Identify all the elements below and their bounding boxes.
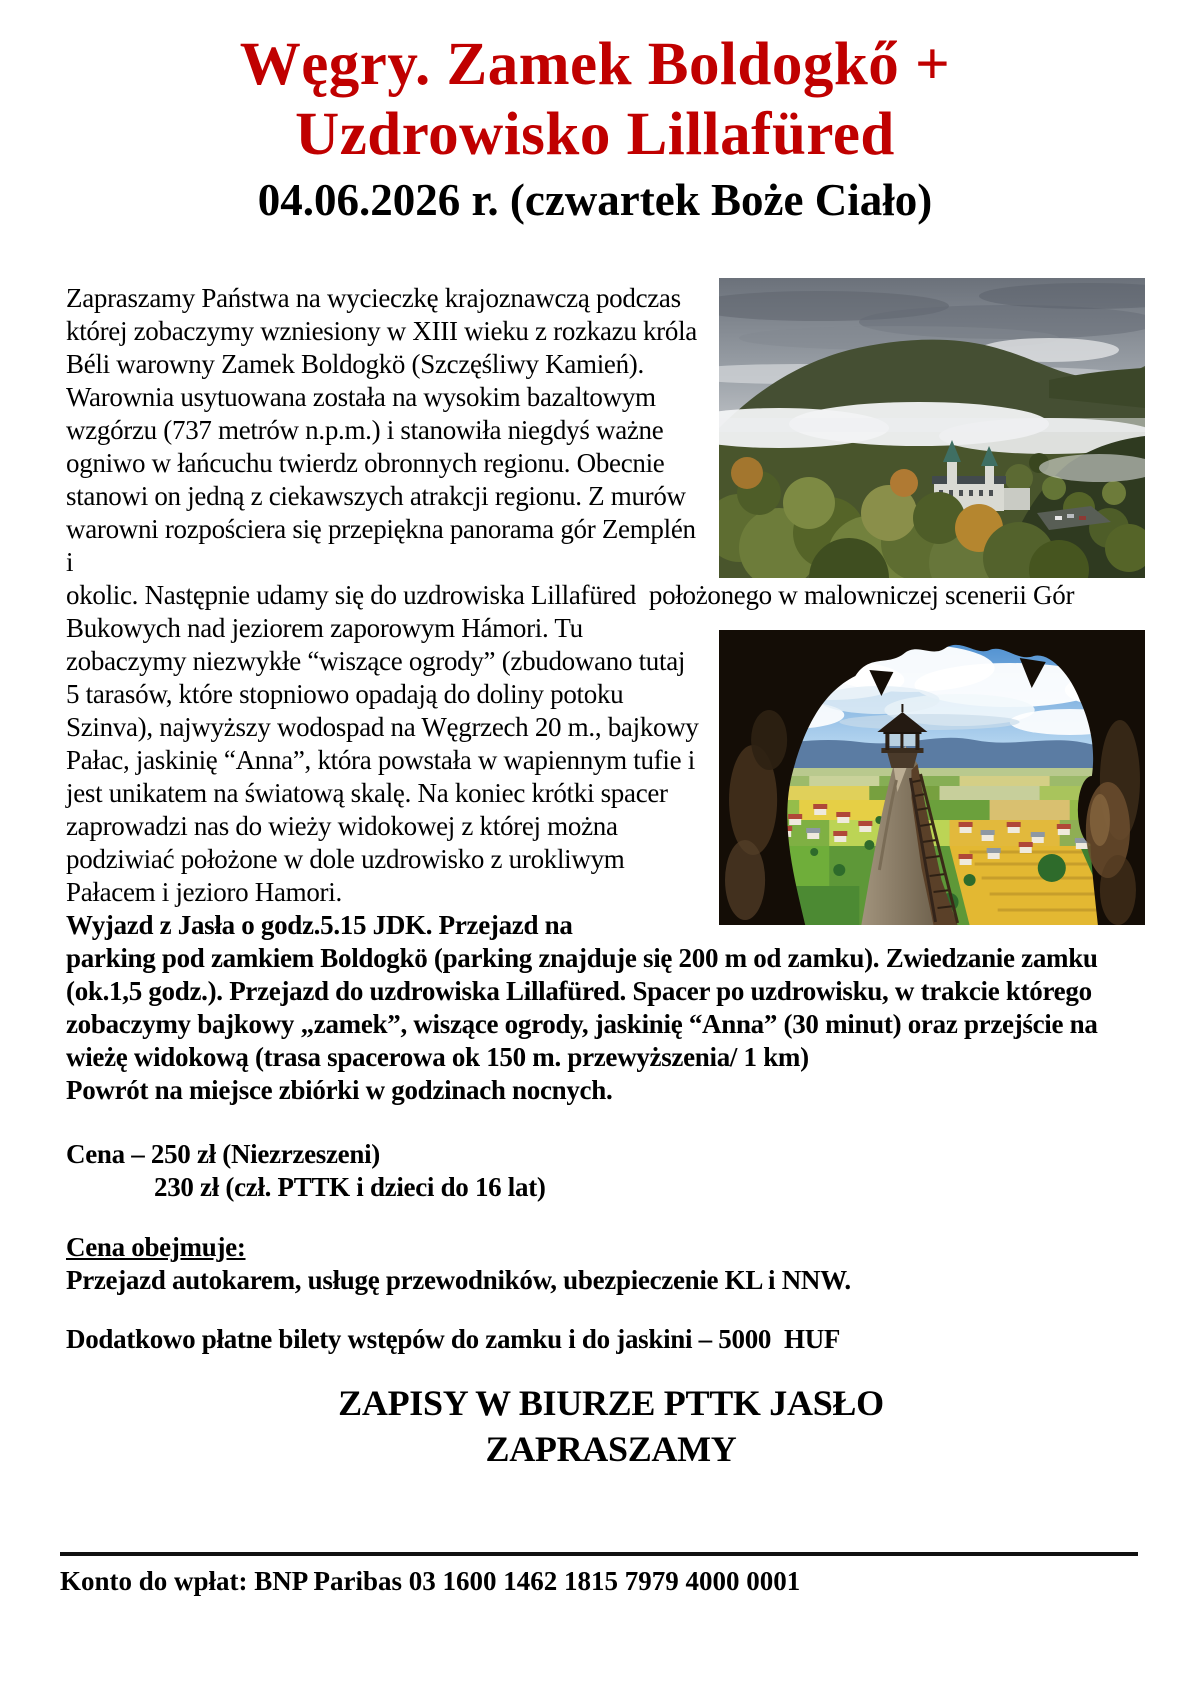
return-info-line: Powrót na miejsce zbiórki w godzinach nocnych. bbox=[66, 1075, 613, 1105]
bank-account-line: Konto do wpłat: BNP Paribas 03 1600 1462 1815 7979 4000 0001 bbox=[60, 1566, 801, 1596]
extra-fee-line: Dodatkowo płatne bilety wstępów do zamku i do jaskini – 5000 HUF bbox=[66, 1324, 841, 1354]
title-line-1: Węgry. Zamek Boldogkő + bbox=[239, 31, 951, 98]
footer-divider bbox=[60, 1552, 1138, 1556]
intro-fullwidth-line: okolic. Następnie udamy się do uzdrowiska Lillafüred położonego w malowniczej scenerii Gór bbox=[66, 580, 1075, 610]
intro-paragraph: Zapraszamy Państwa na wycieczkę krajoznawczą podczas której zobaczymy wzniesiony w XIII wieku z rozkazu króla Béli warowny Zamek Boldogkö (Szczęśliwy Kamień). Warownia usytuowana została na wysokim bazaltowym wzgórzu (737 metrów n.p.m.) i stanowiła niegdyś ważne ogniwo w łańcuchu twierdz obronnych regionu. Obecnie stanowi on jedną z ciekawszych atrakcji regionu. Z murów warowni rozpościera się przepiękna panorama gór Zemplén i bbox=[66, 283, 704, 577]
itinerary-paragraph: parking pod zamkiem Boldogkö (parking znajduje się 200 m od zamku). Zwiedzanie zamku (ok.1,5 godz.). Przejazd do uzdrowiska Lillafüred. Spacer po uzdrowisku, w trakcie którego zobaczymy bajkowy „zamek”, wiszące ogrody, jaskinię “Anna” (30 minut) oraz przejście na wieżę widokową (trasa spacerowa ok 150 m. przewyższenia/ 1 km) bbox=[66, 943, 1105, 1072]
price-standard-line: Cena – 250 zł (Niezrzeszeni) bbox=[66, 1139, 380, 1169]
title-line-2: Uzdrowisko Lillafüred bbox=[295, 101, 895, 168]
price-member-line: 230 zł (czł. PTTK i dzieci do 16 lat) bbox=[154, 1172, 546, 1202]
flyer-title bbox=[0, 0, 1190, 228]
signup-office-line: ZAPISY W BIURZE PTTK JASŁO bbox=[338, 1383, 884, 1423]
itinerary-lead-line: Wyjazd z Jasła o godz.5.15 JDK. Przejazd na bbox=[66, 910, 573, 940]
description-paragraph: Bukowych nad jeziorem zaporowym Hámori. Tu zobaczymy niezwykłe “wiszące ogrody” (zbudowano tutaj 5 tarasów, które stopniowo opadają do doliny potoku Szinva), najwyższy wodospad na Węgrzech 20 m., bajkowy Pałac, jaskinię “Anna”, która powstała w wapiennym tufie i jest unikatem na światową skalę. Na koniec krótki spacer zaprowadzi nas do wieży widokowej z której można podziwiać położone w dole uzdrowisko z urokliwym Pałacem i jezioro Hamori. bbox=[66, 613, 706, 907]
footer bbox=[60, 1552, 1138, 1598]
trip-date: 04.06.2026 r. (czwartek Boże Ciało) bbox=[257, 175, 933, 225]
flyer-body bbox=[0, 282, 1190, 1472]
signup-cta-line: ZAPRASZAMY bbox=[485, 1429, 737, 1469]
price-includes-heading: Cena obejmuje: bbox=[66, 1232, 246, 1262]
price-includes-text: Przejazd autokarem, usługę przewodników, ubezpieczenie KL i NNW. bbox=[66, 1265, 851, 1295]
